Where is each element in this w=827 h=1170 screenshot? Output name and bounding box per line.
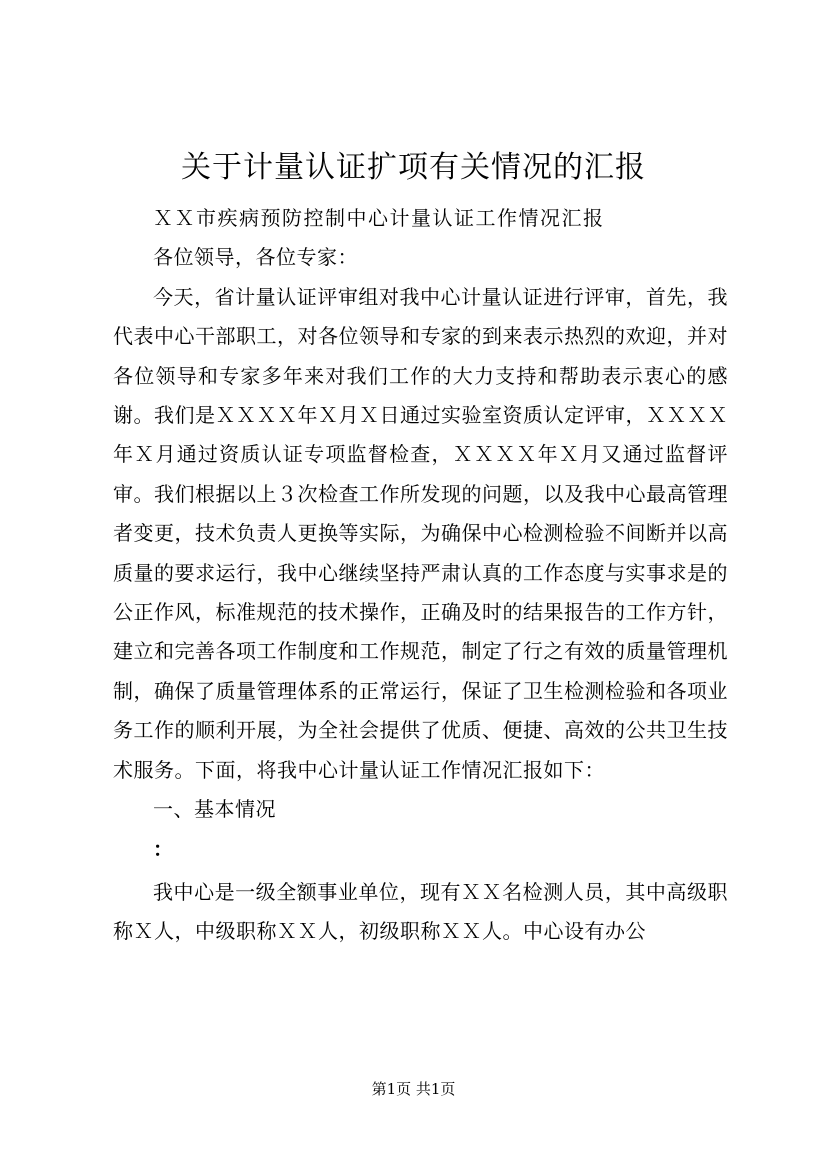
paragraph-salutation: 各位领导，各位专家：: [153, 245, 358, 270]
document-body: [113, 199, 728, 952]
paragraph-intro: 今天，省计量认证评审组对我中心计量认证进行评审，首先，我代表中心干部职工，对各位领导和专家的到来表示热烈的欢迎，并对各位领导和专家多年来对我们工作的大力支持和帮助表示衷心的感谢。我们是ＸＸＸＸ年Ｘ月Ｘ日通过实验室资质认定评审，ＸＸＸＸ年Ｘ月通过资质认证专项监督检查，ＸＸＸＸ年Ｘ月又通过监督评审。我们根据以上３次检查工作所发现的问题，以及我中心最高管理者变更，技术负责人更换等实际，为确保中心检测检验不间断并以高质量的要求运行，我中心继续坚持严肃认真的工作态度与实事求是的公正作风，标准规范的技术操作，正确及时的结果报告的工作方针，建立和完善各项工作制度和工作规范，制定了行之有效的质量管理机制，确保了质量管理体系的正常运行，保证了卫生检测检验和各项业务工作的顺利开展，为全社会提供了优质、便捷、高效的公共卫生技术服务。下面，将我中心计量认证工作情况汇报如下：: [113, 284, 728, 782]
paragraph-colon: ：: [153, 836, 174, 861]
paragraph-subtitle: ＸＸ市疾病预防控制中心计量认证工作情况汇报: [153, 206, 605, 230]
document-title: 关于计量认证扩项有关情况的汇报: [181, 150, 646, 185]
page-footer: 第1页 共1页: [371, 1080, 456, 1098]
paragraph-basic-info: 我中心是一级全额事业单位，现有ＸＸ名检测人员，其中高级职称Ｘ人，中级职称ＸＸ人，初级职称ＸＸ人。中心设有办公: [113, 879, 728, 944]
section-heading-basic-info: 一、基本情况: [153, 797, 276, 822]
